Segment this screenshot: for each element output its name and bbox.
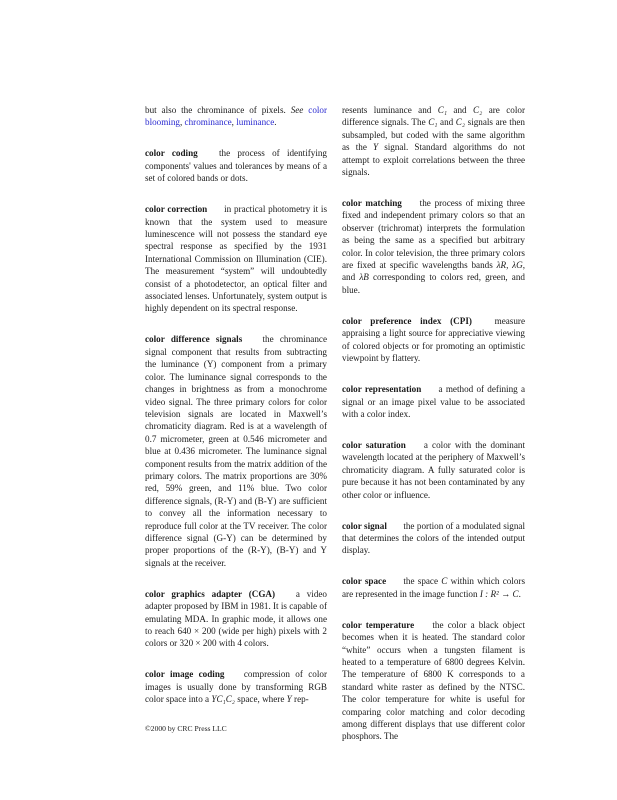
glossary-entry [145, 333, 327, 569]
entry-term: color correction [145, 204, 208, 215]
entry-definition: the space C within which colors are represented in the image function I : R² → C. [342, 576, 525, 599]
left-column [145, 104, 327, 724]
glossary-entry [342, 520, 525, 557]
entry-term: color difference signals [145, 334, 243, 345]
glossary-entry [145, 588, 327, 650]
entry-definition: a color with the dominant wavelength located at the periphery of Maxwell’s chromaticity diagram. A fully saturated color is pure because it has not been contaminated by any other color or influence. [342, 439, 525, 500]
see-link[interactable]: luminance [236, 117, 275, 128]
copyright-footer: ©2000 by CRC Press LLC [145, 724, 227, 733]
glossary-entry [342, 197, 525, 296]
glossary-entry [342, 575, 525, 600]
glossary-entry [342, 315, 525, 365]
continued-text: but also the chrominance of pixels. See color blooming, chrominance, luminance. [145, 105, 328, 128]
continued-text: resents luminance and C₁ and C₂ are color difference signals. The C₁ and C₂ signals are then subsampled, but coded with the same algorithm as the Y signal. Standard algorithms do not attempt to exploit correlations between the three signals. [342, 105, 526, 178]
glossary-entry [342, 619, 525, 743]
entry-term: color coding [145, 148, 198, 159]
entry-term: color temperature [342, 619, 415, 630]
entry-definition: the process of mixing three fixed and independent primary colors so that an observer (trichromat) interprets the formulation as being the same as a specified but arbitrary color. In color television, the three primary colors are fixed at specific wavelengths bands λR, λG, and λB corresponding to colors red, green, and blue. [342, 198, 525, 295]
entry-definition: a video adapter proposed by IBM in 1981. It is capable of emulating MDA. In graphic mode, it allows one to reach 640 × 200 (wide per high) pixels with 2 colors or 320 × 200 with 4 colors. [145, 588, 327, 649]
entry-definition: measure appraising a light source for appreciative viewing of colored objects or for promoting an optimistic viewpoint by flattery. [342, 315, 525, 364]
see-link[interactable]: chrominance [184, 117, 232, 128]
entry-term: color matching [342, 198, 402, 209]
glossary-entry [145, 147, 327, 184]
entry-definition: in practical photometry it is known that the system used to measure luminescence will not possess the standard eye spectral response as specified by the 1931 International Commission on Illumination (CIE). The measurement “system” will undoubtedly consist of a photodetector, an optical filter and associated lenses. Unfortunately, system output is highly dependent on its spectral response. [145, 204, 328, 314]
entry-term: color saturation [342, 439, 406, 450]
right-column [342, 104, 525, 761]
entry-definition: a method of defining a signal or an image pixel value to be associated with a color index. [342, 384, 526, 419]
entry-definition: the portion of a modulated signal that determines the colors of the intended output display. [342, 520, 525, 556]
entry-definition: compression of color images is usually done by transforming RGB color space into a YC₁C₂ space, where Y rep- [145, 669, 327, 705]
entry-definition: the chrominance signal component that results from subtracting the luminance (Y) component from a primary color. The luminance signal corresponds to the changes in brightness as from a monochrome video signal. The three primary colors for color television signals are located in Maxwell’s chromaticity diagram. Red is at a wavelength of 0.7 micrometer, green at 0.546 micrometer and blue at 0.436 micrometer. The luminance signal component results from the matrix addition of the primary colors. The matrix proportions are 30% red, 59% green, and 11% blue. Two color difference signals, (R-Y) and (B-Y) are sufficient to convey all the information necessary to reproduce full color at the TV receiver. The color difference signal (G-Y) can be determined by proper proportions of the (R-Y), (B-Y) and Y signals at the receiver. [145, 334, 327, 568]
glossary-entry [145, 203, 327, 315]
entry-term: color signal [342, 520, 387, 531]
entry-term: color image coding [145, 669, 225, 680]
entry-term: color graphics adapter (CGA) [145, 588, 276, 599]
entry-definition: the color a black object becomes when it is heated. The standard color “white” occurs when a tungsten filament is heated to a temperature of 6800 degrees Kelvin. The temperature of 6800 K corresponds to a standard white raster as defined by the NTSC. The color temperature for white is useful for comparing color matching and color decoding among different displays that use different color phosphors. The [342, 619, 525, 742]
see-link[interactable]: color blooming [145, 105, 328, 128]
glossary-entry [145, 668, 327, 705]
entry-term: color space [342, 576, 387, 587]
entry-definition: the process of identifying components' values and tolerances by means of a set of colored bands or dots. [145, 148, 327, 184]
glossary-entry [342, 383, 525, 420]
entry-term: color preference index (CPI) [342, 315, 472, 326]
glossary-entry [342, 439, 525, 501]
entry-term: color representation [342, 384, 422, 395]
